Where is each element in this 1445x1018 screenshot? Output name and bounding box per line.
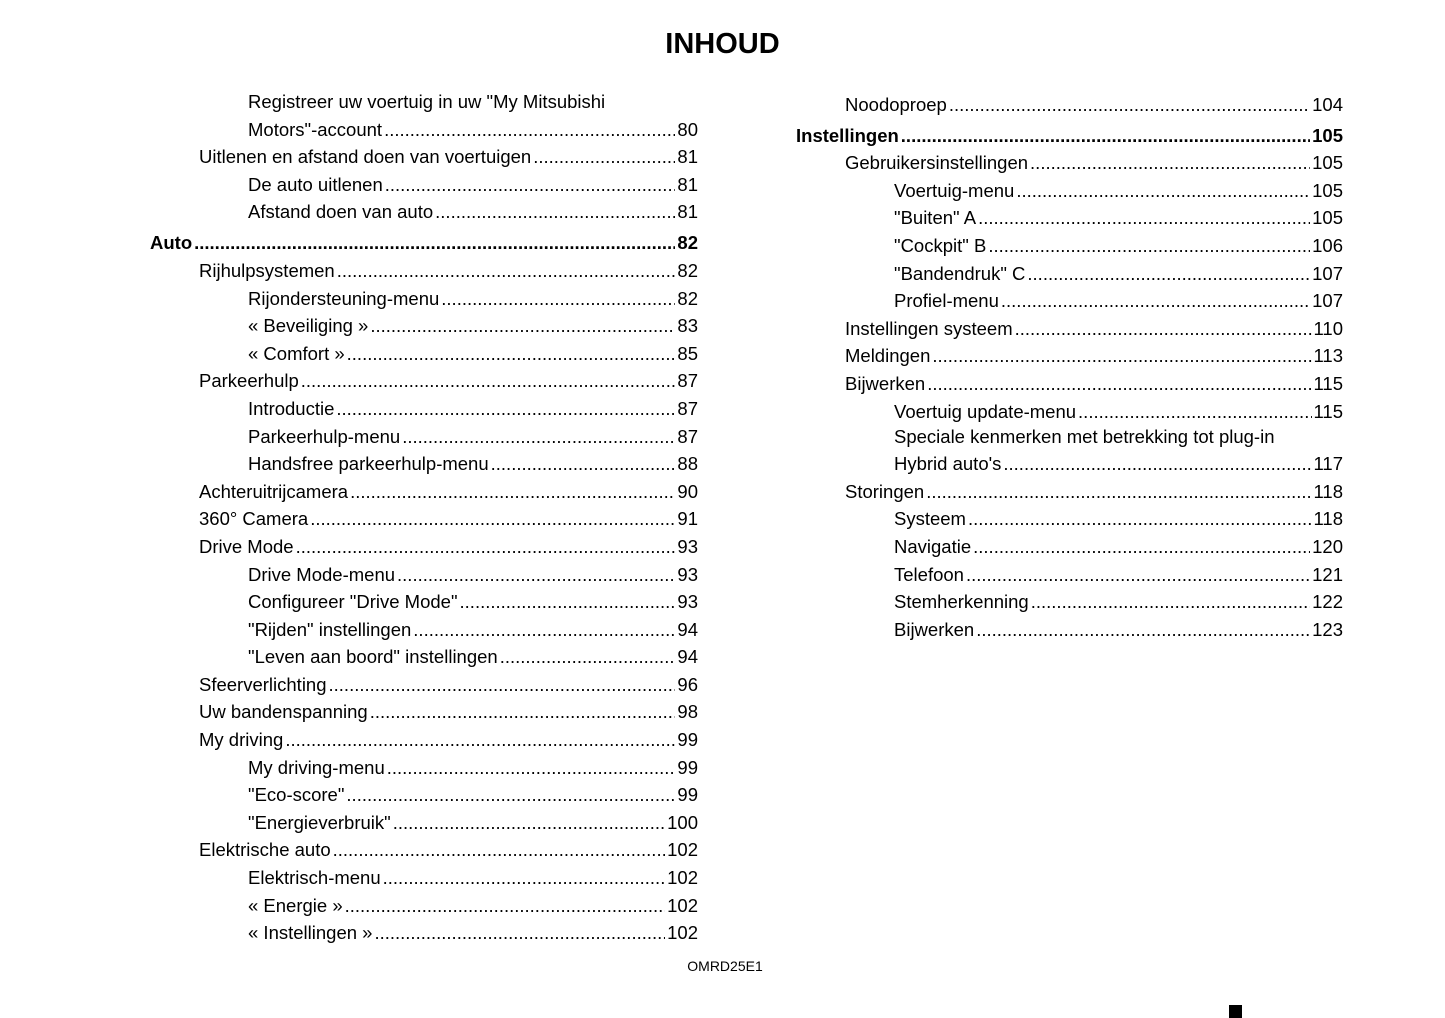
dot-leader (329, 673, 676, 697)
toc-page-number: 94 (677, 618, 698, 640)
toc-entry[interactable] (796, 231, 1343, 259)
dot-leader (337, 259, 676, 283)
toc-page-number: 105 (1312, 179, 1343, 201)
dot-leader (393, 811, 665, 835)
dot-leader (533, 145, 675, 169)
toc-page-number: 99 (677, 784, 698, 806)
dot-leader (387, 756, 676, 780)
toc-entry[interactable] (150, 312, 698, 340)
toc-entry[interactable] (150, 670, 698, 698)
toc-page-number: 91 (677, 508, 698, 530)
toc-entry-label: Voertuig-menu (894, 179, 1015, 201)
dot-leader (310, 507, 675, 531)
toc-page-number: 105 (1312, 124, 1343, 146)
toc-page-number: 107 (1312, 262, 1343, 284)
toc-page-number: 88 (677, 453, 698, 475)
dot-leader (1078, 400, 1311, 424)
toc-entry-label: Telefoon (894, 563, 964, 585)
toc-page-number: 102 (667, 867, 698, 889)
toc-entry-label: Uitlenen en afstand doen van voertuigen (199, 146, 532, 168)
toc-page-number: 117 (1313, 453, 1343, 475)
toc-section-heading[interactable] (150, 225, 698, 256)
dot-leader (441, 287, 675, 311)
toc-entry-label: « Beveiliging » (248, 315, 369, 337)
dot-leader (370, 314, 675, 338)
dot-leader (978, 206, 1310, 230)
toc-entry[interactable] (150, 90, 698, 143)
toc-entry-label: Elektrische auto (199, 839, 331, 861)
toc-entry-label: Rijhulpsystemen (199, 259, 335, 281)
toc-section-heading[interactable] (796, 118, 1343, 149)
toc-entry[interactable] (150, 588, 698, 616)
toc-entry[interactable] (796, 259, 1343, 287)
toc-entry[interactable] (796, 204, 1343, 232)
toc-page-number: 85 (677, 342, 698, 364)
dot-leader (383, 866, 665, 890)
dot-leader (374, 921, 665, 945)
toc-entry[interactable] (150, 863, 698, 891)
dot-leader (397, 563, 675, 587)
dot-leader (402, 425, 675, 449)
toc-page-number: 118 (1313, 480, 1343, 502)
toc-entry-label: My driving-menu (248, 756, 385, 778)
toc-left-list (150, 143, 698, 947)
toc-entry-label: "Bandendruk" C (894, 262, 1026, 284)
toc-entry-label: Gebruikersinstellingen (845, 152, 1029, 174)
dot-leader (1030, 151, 1310, 175)
toc-entry-label: Profiel-menu (894, 290, 999, 312)
toc-page-number: 96 (677, 673, 698, 695)
dot-leader (435, 200, 675, 224)
toc-entry[interactable] (796, 532, 1343, 560)
toc-entry[interactable] (796, 342, 1343, 370)
toc-page-number: 115 (1313, 372, 1343, 394)
toc-entry-label: Afstand doen van auto (248, 201, 434, 223)
toc-right-list-continued (796, 477, 1343, 643)
toc-entry[interactable] (150, 394, 698, 422)
toc-page-number: 87 (677, 397, 698, 419)
toc-entry[interactable] (150, 170, 698, 198)
toc-entry[interactable] (150, 753, 698, 781)
toc-page-number: 120 (1312, 535, 1343, 557)
toc-entry[interactable] (150, 615, 698, 643)
toc-entry-label: My driving (199, 729, 284, 751)
dot-leader (973, 535, 1310, 559)
toc-entry[interactable] (796, 588, 1343, 616)
toc-entry[interactable] (150, 919, 698, 947)
toc-page-number: 94 (677, 646, 698, 668)
toc-entry[interactable] (150, 643, 698, 671)
toc-entry-label: Navigatie (894, 535, 972, 557)
toc-entry[interactable] (796, 149, 1343, 177)
toc-entry-label: "Cockpit" B (894, 234, 987, 256)
toc-entry-label: « Instellingen » (248, 922, 373, 944)
toc-entry-label-line1: Speciale kenmerken met betrekking tot plug-in (894, 425, 1275, 447)
toc-entry-label: Bijwerken (845, 372, 926, 394)
dot-leader (968, 507, 1312, 531)
toc-entry[interactable] (796, 397, 1343, 425)
toc-entry-label: Storingen (845, 480, 925, 502)
toc-entry[interactable] (796, 369, 1343, 397)
toc-entry[interactable] (150, 698, 698, 726)
toc-entry-label: Stemherkenning (894, 591, 1029, 613)
dot-leader (1003, 452, 1311, 476)
toc-entry-label: "Eco-score" (248, 784, 345, 806)
toc-page-number: 90 (677, 480, 698, 502)
page-corner-mark (1229, 1005, 1242, 1018)
toc-page-number: 82 (677, 259, 698, 281)
toc-page-number: 100 (667, 811, 698, 833)
dot-leader (1027, 262, 1310, 286)
toc-page-number: 110 (1313, 317, 1343, 339)
dot-leader (285, 728, 675, 752)
toc-entry[interactable] (796, 176, 1343, 204)
dot-leader (336, 397, 675, 421)
toc-entry[interactable] (796, 505, 1343, 533)
dot-leader (347, 342, 676, 366)
toc-entry-label: Sfeerverlichting (199, 673, 327, 695)
dot-leader (932, 344, 1311, 368)
toc-entry[interactable] (150, 422, 698, 450)
dot-leader (1015, 317, 1312, 341)
dot-leader (346, 783, 675, 807)
toc-entry-label: « Energie » (248, 894, 343, 916)
toc-page-number: 123 (1312, 618, 1343, 640)
toc-entry-label-line1: Registreer uw voertuig in uw "My Mitsubishi (248, 91, 606, 112)
toc-entry[interactable] (150, 143, 698, 171)
toc-entry[interactable] (150, 836, 698, 864)
toc-page-number: 81 (677, 146, 698, 168)
toc-entry-label: Configureer "Drive Mode" (248, 591, 458, 613)
toc-entry-label: Meldingen (845, 345, 931, 367)
toc-entry-label: 360° Camera (199, 508, 309, 530)
toc-entry-label: Auto (150, 232, 193, 254)
toc-entry-label: Noodoproep (845, 93, 947, 115)
toc-page-number: 102 (667, 839, 698, 861)
toc-entry-label: « Comfort » (248, 342, 345, 364)
toc-page-number: 107 (1312, 290, 1343, 312)
toc-page-number: 87 (677, 370, 698, 392)
toc-entry-label: "Rijden" instellingen (248, 618, 412, 640)
toc-page-number: 106 (1312, 234, 1343, 256)
toc-entry[interactable] (796, 560, 1343, 588)
dot-leader (301, 369, 676, 393)
toc-entry-label: Handsfree parkeerhulp-menu (248, 453, 489, 475)
toc-entry[interactable] (150, 891, 698, 919)
toc-entry-label: Drive Mode-menu (248, 563, 396, 585)
dot-leader (370, 700, 676, 724)
toc-page-number: 102 (667, 922, 698, 944)
toc-entry-label: Instellingen systeem (845, 317, 1013, 339)
dot-leader (901, 124, 1310, 148)
toc-entry[interactable] (796, 615, 1343, 643)
toc-entry[interactable] (150, 198, 698, 226)
toc-right-list (796, 90, 1343, 425)
dot-leader (988, 234, 1310, 258)
toc-entry[interactable] (150, 505, 698, 533)
toc-page-number: 87 (677, 425, 698, 447)
toc-entry[interactable] (796, 425, 1343, 478)
toc-page-number: 81 (677, 173, 698, 195)
toc-entry[interactable] (150, 284, 698, 312)
dot-leader (350, 480, 675, 504)
dot-leader (385, 173, 676, 197)
toc-entry-label: Parkeerhulp-menu (248, 425, 401, 447)
toc-page-number: 115 (1313, 400, 1343, 422)
toc-page-number: 104 (1312, 93, 1343, 115)
dot-leader (1016, 179, 1310, 203)
dot-leader (345, 894, 666, 918)
toc-entry-label: Achteruitrijcamera (199, 480, 349, 502)
document-code: OMRD25E1 (687, 958, 763, 974)
toc-entry[interactable] (150, 256, 698, 284)
toc-page-number: 80 (677, 118, 698, 140)
toc-entry-label: De auto uitlenen (248, 173, 383, 195)
toc-entry-label: Parkeerhulp (199, 370, 299, 392)
dot-leader (296, 535, 676, 559)
toc-page-number: 121 (1312, 563, 1343, 585)
toc-entry[interactable] (150, 367, 698, 395)
toc-entry[interactable] (150, 808, 698, 836)
toc-entry-label: Rijondersteuning-menu (248, 287, 440, 309)
dot-leader (500, 645, 676, 669)
toc-page-number: 93 (677, 535, 698, 557)
dot-leader (413, 618, 675, 642)
dot-leader (976, 618, 1310, 642)
dot-leader (384, 118, 675, 142)
toc-entry-label: Introductie (248, 397, 335, 419)
dot-leader (926, 480, 1311, 504)
toc-page-number: 93 (677, 591, 698, 613)
toc-entry[interactable] (150, 339, 698, 367)
toc-entry[interactable] (796, 477, 1343, 505)
page-title: INHOUD (665, 28, 780, 60)
toc-entry-label: Bijwerken (894, 618, 975, 640)
toc-page-number: 99 (677, 756, 698, 778)
toc-entry-label: Hybrid auto's (894, 453, 1002, 475)
toc-entry-label: Voertuig update-menu (894, 400, 1077, 422)
toc-entry-label: Drive Mode (199, 535, 294, 557)
toc-entry-label: "Leven aan boord" instellingen (248, 646, 498, 668)
toc-right-column (796, 90, 1343, 643)
toc-left-column (150, 90, 698, 946)
toc-page-number: 82 (677, 232, 698, 254)
dot-leader (1001, 289, 1310, 313)
toc-entry[interactable] (796, 314, 1343, 342)
toc-entry-label: "Buiten" A (894, 207, 977, 229)
toc-entry[interactable] (796, 90, 1343, 118)
toc-page-number: 98 (677, 701, 698, 723)
toc-entry[interactable] (150, 477, 698, 505)
toc-page-number: 99 (677, 729, 698, 751)
dot-leader (491, 452, 676, 476)
toc-page-number: 93 (677, 563, 698, 585)
dot-leader (194, 231, 675, 255)
toc-entry[interactable] (150, 781, 698, 809)
toc-entry[interactable] (150, 725, 698, 753)
dot-leader (927, 372, 1311, 396)
toc-page-number: 83 (677, 315, 698, 337)
toc-entry-label: Systeem (894, 508, 966, 530)
toc-page-number: 118 (1313, 508, 1343, 530)
toc-page-number: 81 (677, 201, 698, 223)
toc-page-number: 113 (1313, 345, 1343, 367)
toc-page-number: 105 (1312, 152, 1343, 174)
toc-entry[interactable] (150, 560, 698, 588)
toc-entry-label: "Energieverbruik" (248, 811, 391, 833)
toc-entry[interactable] (796, 287, 1343, 315)
toc-page-number: 102 (667, 894, 698, 916)
dot-leader (949, 93, 1310, 117)
toc-entry[interactable] (150, 450, 698, 478)
dot-leader (460, 590, 676, 614)
toc-page-number: 82 (677, 287, 698, 309)
toc-page-number: 122 (1312, 591, 1343, 613)
toc-page-number: 105 (1312, 207, 1343, 229)
toc-entry-label: Uw bandenspanning (199, 701, 368, 723)
toc-entry[interactable] (150, 532, 698, 560)
dot-leader (1031, 590, 1310, 614)
dot-leader (966, 563, 1310, 587)
dot-leader (333, 838, 666, 862)
toc-entry-label: Elektrisch-menu (248, 867, 381, 889)
toc-entry-label: Motors"-account (248, 118, 383, 140)
toc-entry-label: Instellingen (796, 124, 899, 146)
